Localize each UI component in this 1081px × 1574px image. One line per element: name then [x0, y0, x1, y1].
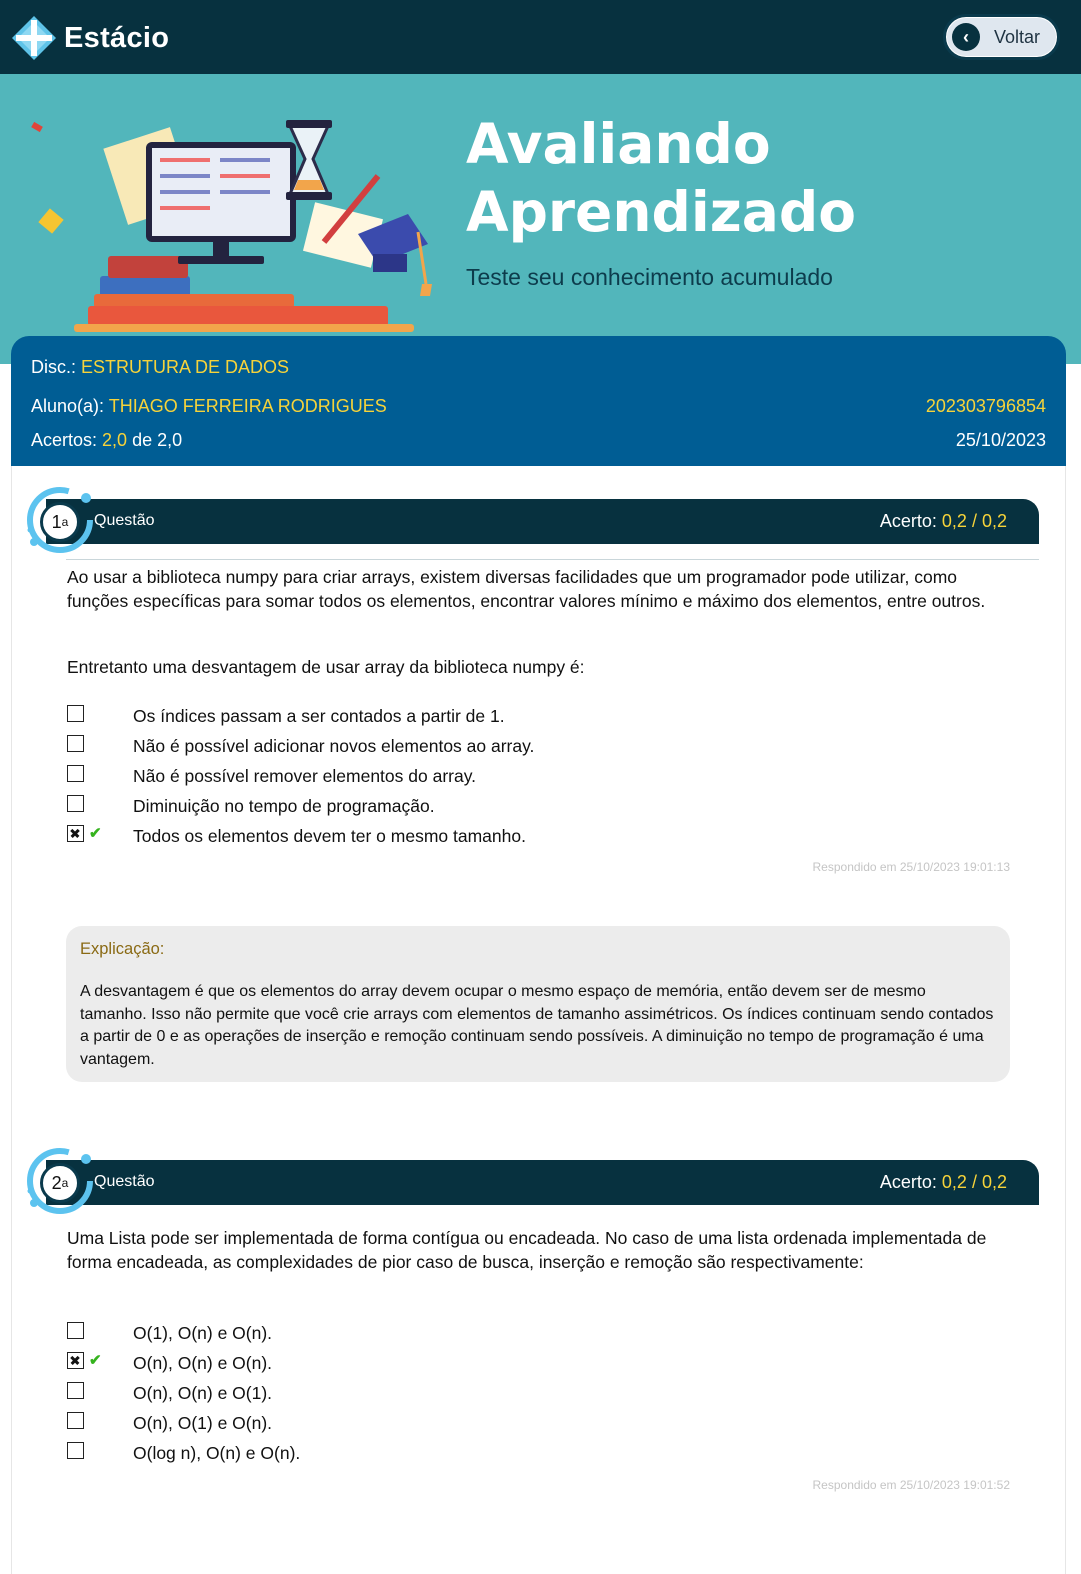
question-1-badge [24, 484, 96, 556]
question-2-score-value: 0,2 [941, 1172, 967, 1192]
question-2-text: Uma Lista pode ser implementada de forma contígua ou encadeada. No caso de uma lista ordenada implementada de forma encadeada, as complexidades de pior caso de busca, inserção e remoção são respectivamente: [67, 1228, 987, 1272]
check-icon: ✔ [89, 825, 102, 842]
chevron-left-icon: ‹ [952, 23, 980, 51]
back-button[interactable] [943, 14, 1060, 60]
student-row [31, 396, 387, 417]
question-2-answered-at: Respondido em 25/10/2023 19:01:52 [812, 1478, 1010, 1492]
question-1-header [46, 499, 1039, 544]
student-label: Aluno(a): [31, 396, 105, 416]
question-2-number [40, 1163, 80, 1203]
question-1-score [880, 511, 1007, 532]
estacio-logo[interactable] [10, 14, 169, 62]
hero-banner [0, 74, 1081, 364]
question-1-score-max: / 0,2 [971, 511, 1007, 531]
question-2-header [46, 1160, 1039, 1205]
question-2-score [880, 1172, 1007, 1193]
question-1-label: Questão [94, 512, 155, 529]
question-1-prompt: Entretanto uma desvantagem de usar array da biblioteca numpy é: [67, 657, 585, 677]
question-2-label: Questão [94, 1173, 155, 1190]
page-title-line-2: Aprendizado [466, 180, 857, 244]
question-1-explanation [66, 926, 1010, 1082]
option-label: Diminuição no tempo de programação. [133, 796, 435, 816]
page-subtitle: Teste seu conhecimento acumulado [466, 264, 833, 290]
discipline-label: Disc.: [31, 357, 76, 377]
checkbox-icon[interactable] [67, 795, 84, 812]
option-label: O(n), O(n) e O(n). [133, 1353, 273, 1373]
checkbox-icon[interactable] [67, 1382, 84, 1399]
checkbox-icon[interactable] [67, 735, 84, 752]
question-2-ordinal: a [61, 1176, 69, 1190]
student-name: THIAGO FERREIRA RODRIGUES [108, 396, 387, 416]
estacio-logo-icon [10, 14, 58, 62]
discipline-row [31, 357, 289, 378]
checkbox-icon[interactable] [67, 705, 84, 722]
option-label: Não é possível adicionar novos elementos ao array. [133, 736, 535, 756]
option-label: O(n), O(n) e O(1). [133, 1383, 273, 1403]
option-label: O(log n), O(n) e O(n). [133, 1443, 301, 1463]
top-bar [0, 0, 1081, 74]
score-row [31, 430, 182, 451]
page-title-line-1: Avaliando [466, 112, 771, 176]
question-2-score-label: Acerto: [879, 1172, 937, 1192]
checkbox-icon[interactable] [67, 1442, 84, 1459]
brand-name: Estácio [64, 21, 170, 54]
question-1-text: Ao usar a biblioteca numpy para criar arrays, existem diversas facilidades que um programador pode utilizar, como funções específicas para somar todos os elementos, encontrar valores mínimo e máximo dos elementos, entre outros. [67, 567, 986, 611]
option-label: O(n), O(1) e O(n). [133, 1413, 273, 1433]
exam-info-card [11, 336, 1066, 466]
checkbox-icon[interactable] [67, 1412, 84, 1429]
question-1-answered-at: Respondido em 25/10/2023 19:01:13 [812, 860, 1010, 874]
study-illustration [28, 114, 448, 364]
option-label: Todos os elementos devem ter o mesmo tamanho. [133, 826, 526, 846]
back-button-label: Voltar [994, 26, 1041, 47]
option-label: Não é possível remover elementos do array. [133, 766, 477, 786]
exam-date: 25/10/2023 [955, 430, 1046, 450]
option-label: O(1), O(n) e O(n). [133, 1323, 273, 1343]
question-1-number [40, 502, 80, 542]
checked-checkbox-icon[interactable] [67, 1352, 84, 1369]
question-1-score-label: Acerto: [879, 511, 937, 531]
score-value: 2,0 [102, 430, 128, 450]
question-1-ordinal: a [61, 515, 69, 529]
check-icon: ✔ [89, 1352, 102, 1369]
checkbox-icon[interactable] [67, 765, 84, 782]
explanation-title: Explicação: [80, 940, 165, 958]
question-2-score-max: / 0,2 [971, 1172, 1007, 1192]
question-2-badge [24, 1145, 96, 1217]
question-1-score-value: 0,2 [941, 511, 967, 531]
checkbox-icon[interactable] [67, 1322, 84, 1339]
checked-checkbox-icon[interactable] [67, 825, 84, 842]
score-label: Acertos: [31, 430, 98, 450]
score-total: de 2,0 [132, 430, 183, 450]
question-1-divider [66, 559, 1039, 560]
student-id: 202303796854 [925, 396, 1046, 416]
option-label: Os índices passam a ser contados a partir de 1. [133, 706, 505, 726]
page-title [466, 110, 856, 246]
explanation-text: A desvantagem é que os elementos do array devem ocupar o mesmo espaço de memória, então devem ser de mesmo tamanho. Isso não permite que você crie arrays com elementos de tamanho assimétricos. Os índices continuam sendo contados a partir de 0 e as operações de inserção e remoção continuam sendo possíveis. A diminuição no tempo de programação é uma vantagem. [80, 983, 994, 1068]
question-2-number-value: 2 [51, 1172, 62, 1193]
question-1-number-value: 1 [51, 511, 62, 532]
discipline-value: ESTRUTURA DE DADOS [81, 357, 290, 377]
